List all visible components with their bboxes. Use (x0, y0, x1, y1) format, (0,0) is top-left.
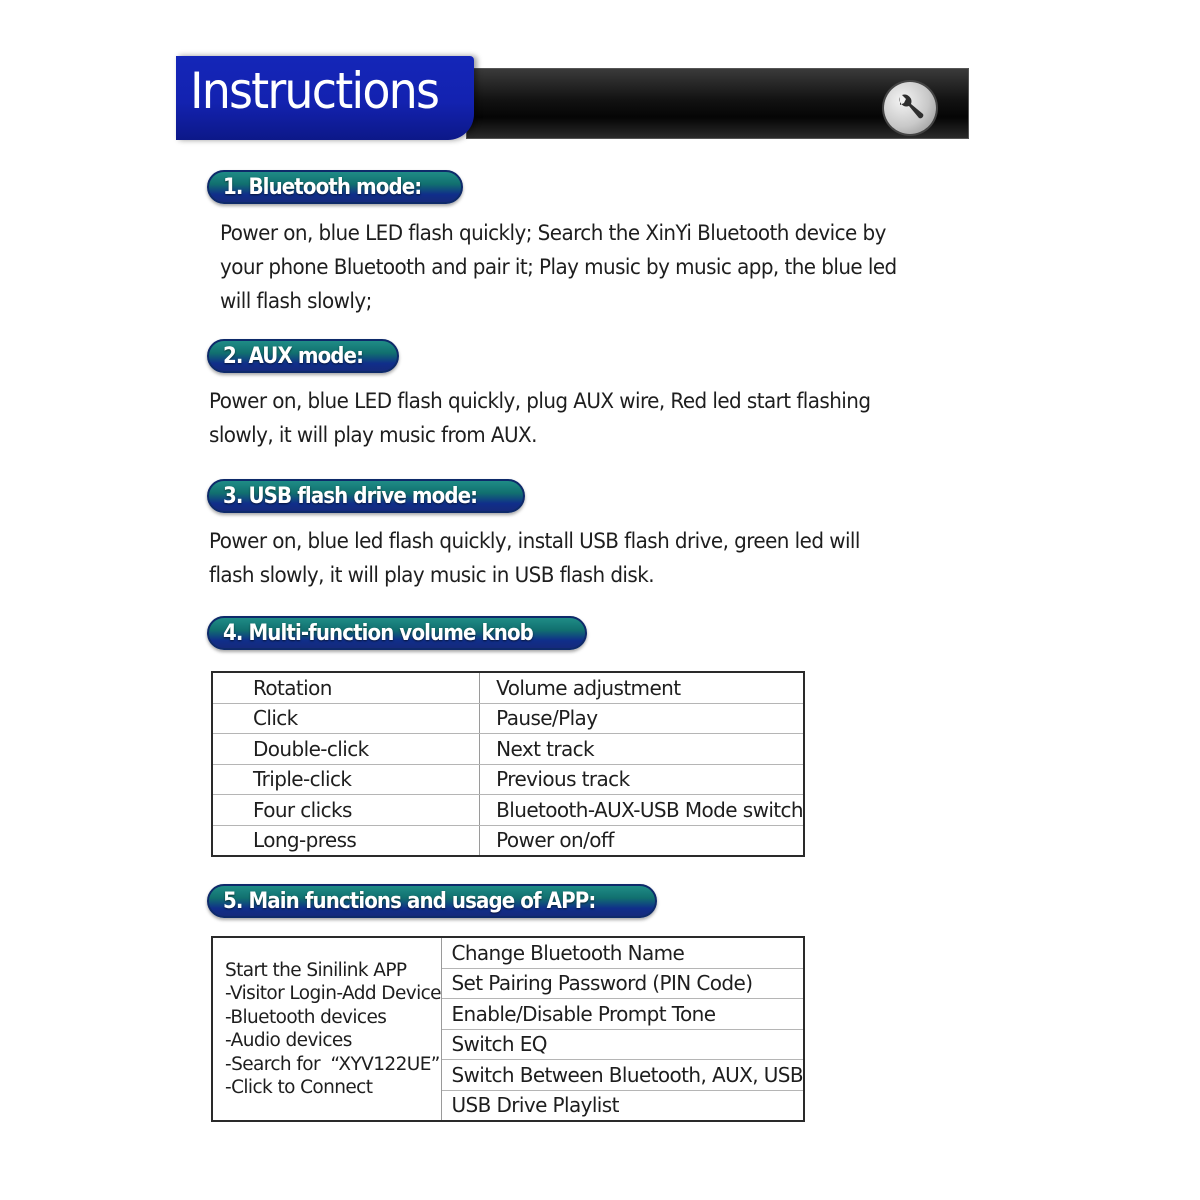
table-row (212, 795, 804, 826)
paragraph-line: Power on, blue led flash quickly, install USB flash drive, green led will (209, 529, 860, 553)
app-function: Set Pairing Password (PIN Code) (442, 968, 804, 999)
knob-action: Long-press (212, 825, 480, 856)
aux-mode-description (209, 384, 905, 452)
table-row (212, 825, 804, 856)
app-function: Switch EQ (442, 1029, 804, 1060)
knob-function: Next track (480, 734, 804, 765)
section-heading-text: 2. AUX mode: (223, 343, 364, 369)
app-function: Change Bluetooth Name (442, 937, 804, 968)
paragraph-line: will flash slowly; (220, 289, 372, 313)
app-function: USB Drive Playlist (442, 1090, 804, 1121)
table-row (212, 672, 804, 703)
app-step: -Click to Connect (225, 1077, 373, 1098)
table-row (212, 937, 804, 968)
app-usage-steps (212, 937, 442, 1121)
knob-function: Previous track (480, 764, 804, 795)
section-heading-text: 1. Bluetooth mode: (223, 174, 422, 200)
section-heading-text: 5. Main functions and usage of APP: (223, 888, 596, 914)
volume-knob-table (211, 671, 805, 857)
knob-function: Pause/Play (480, 703, 804, 734)
app-step: -Search for “XYV122UE” (225, 1053, 440, 1075)
app-function: Enable/Disable Prompt Tone (442, 999, 804, 1030)
paragraph-line: Power on, blue LED flash quickly, plug AUX wire, Red led start flashing (209, 389, 871, 413)
section-heading-app (207, 884, 657, 918)
app-step: Start the Sinilink APP (225, 959, 407, 981)
page-title: Instructions (190, 62, 439, 120)
app-functions-table (211, 936, 805, 1122)
section-heading-text: 3. USB flash drive mode: (223, 483, 478, 509)
app-function: Switch Between Bluetooth, AUX, USB (442, 1060, 804, 1091)
wrench-icon (884, 82, 936, 134)
section-heading-text: 4. Multi-function volume knob (223, 620, 533, 646)
section-heading-bluetooth (207, 170, 463, 204)
knob-function: Power on/off (480, 825, 804, 856)
knob-action: Triple-click (212, 764, 480, 795)
knob-action: Four clicks (212, 795, 480, 826)
section-heading-usb (207, 479, 525, 513)
app-step: -Audio devices (225, 1030, 352, 1051)
knob-action: Click (212, 703, 480, 734)
instructions-banner (176, 56, 969, 140)
paragraph-line: Power on, blue LED flash quickly; Search the XinYi Bluetooth device by (220, 221, 886, 245)
paragraph-line: your phone Bluetooth and pair it; Play music by music app, the blue led (220, 255, 897, 279)
app-step: -Visitor Login-Add Device (225, 983, 441, 1004)
table-row (212, 703, 804, 734)
knob-action: Rotation (212, 672, 480, 703)
table-row (212, 734, 804, 765)
section-heading-aux (207, 339, 399, 373)
paragraph-line: slowly, it will play music from AUX. (209, 423, 537, 447)
banner-title-block (176, 56, 474, 140)
section-heading-volume-knob (207, 616, 587, 650)
knob-action: Double-click (212, 734, 480, 765)
usb-mode-description (209, 524, 894, 592)
bluetooth-mode-description (220, 216, 932, 318)
app-step: -Bluetooth devices (225, 1006, 387, 1028)
table-row (212, 764, 804, 795)
knob-function: Volume adjustment (480, 672, 804, 703)
knob-function: Bluetooth-AUX-USB Mode switch (480, 795, 804, 826)
paragraph-line: flash slowly, it will play music in USB flash disk. (209, 563, 654, 587)
